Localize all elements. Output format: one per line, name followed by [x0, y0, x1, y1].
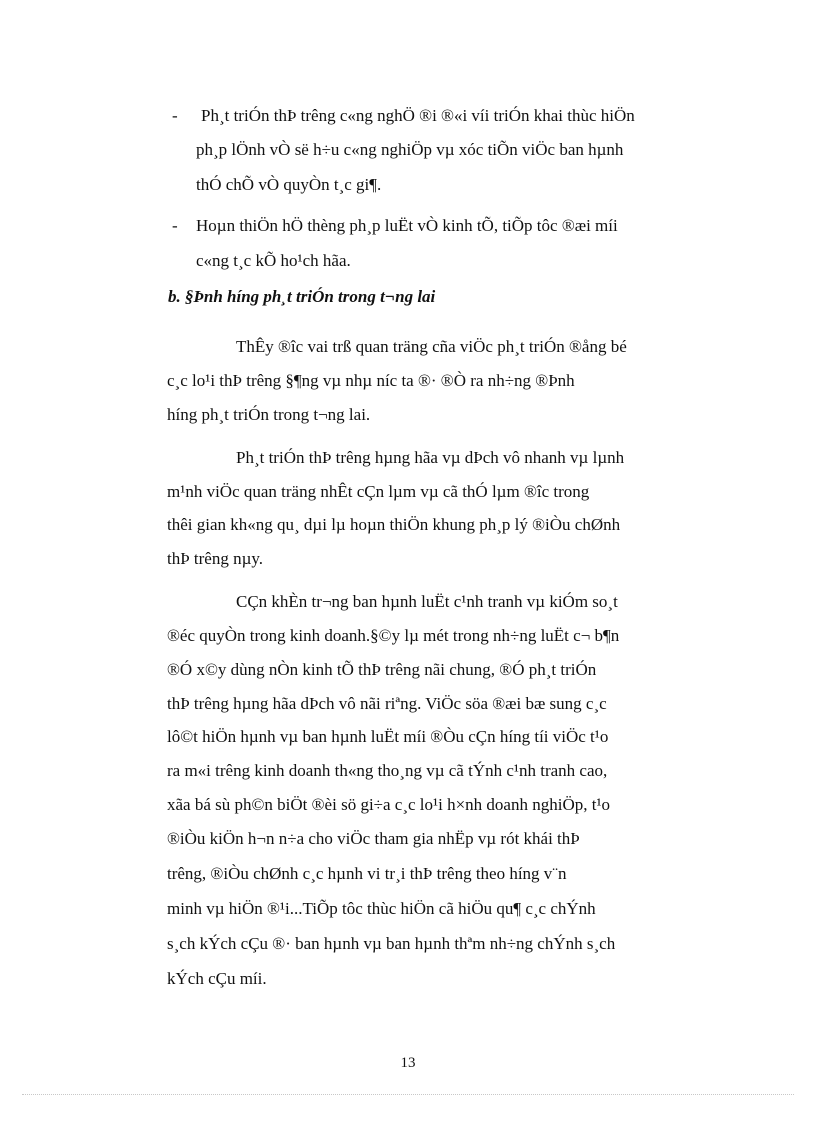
bullet-1-line-1: Ph¸t triÓn thÞ trêng c«ng nghÖ ®i ®«i víi triÓn khai thùc hiÖn [201, 106, 635, 125]
paragraph-1-line-3: híng ph¸t triÓn trong t¬ng lai. [167, 405, 371, 424]
bullet-1-line-3: thÓ chÕ vÒ quyÒn t¸c gi¶. [196, 175, 382, 194]
paragraph-3-line-1: CÇn khÈn tr¬ng ban hµnh luËt c¹nh tranh vµ kiÓm so¸t [236, 592, 618, 611]
paragraph-3-line-12: kÝch cÇu míi. [167, 969, 267, 988]
paragraph-2-line-3: thêi gian kh«ng qu¸ dµi lµ hoµn thiÖn khung ph¸p lý ®iÒu chØnh [167, 515, 621, 534]
section-heading: b. §Þnh híng ph¸t triÓn trong t¬ng lai [168, 287, 436, 306]
bullet-2-line-1: Hoµn thiÖn hÖ thèng ph¸p luËt vÒ kinh tÕ, tiÕp tôc ®æi míi [196, 216, 618, 235]
bullet-1-line-2: ph¸p lÖnh vÒ së h÷u c«ng nghiÖp vµ xóc tiÕn viÖc ban hµnh [196, 140, 624, 159]
paragraph-3-line-11: s¸ch kÝch cÇu ®· ban hµnh vµ ban hµnh thªm nh÷ng chÝnh s¸ch [167, 934, 616, 953]
paragraph-3-line-5: lô©t hiÖn hµnh vµ ban hµnh luËt míi ®Òu cÇn híng tíi viÖc t¹o [167, 727, 609, 746]
page-number: 13 [400, 1055, 416, 1071]
paragraph-2-line-2: m¹nh viÖc quan träng nhÊt cÇn lµm vµ cã thÓ lµm ®îc trong [167, 482, 590, 501]
paragraph-3-line-4: thÞ trêng hµng hãa dÞch vô nãi riªng. ViÖc söa ®æi bæ sung c¸c [167, 694, 607, 713]
paragraph-3-line-7: xãa bá sù ph©n biÖt ®èi sö gi÷a c¸c lo¹i h×nh doanh nghiÖp, t¹o [167, 795, 611, 814]
paragraph-3-line-3: ®Ó x©y dùng nÒn kinh tÕ thÞ trêng nãi chung, ®Ó ph¸t triÓn [167, 660, 597, 679]
paragraph-3-line-10: minh vµ hiÖn ®¹i...TiÕp tôc thùc hiÖn cã hiÖu qu¶ c¸c chÝnh [167, 899, 596, 918]
bullet-marker: - [172, 216, 178, 235]
paragraph-3-line-6: ra m«i trêng kinh doanh th«ng tho¸ng vµ cã tÝnh c¹nh tranh cao, [167, 761, 608, 780]
page-bottom-border [22, 1094, 794, 1095]
bullet-2-line-2: c«ng t¸c kÕ ho¹ch hãa. [196, 251, 351, 270]
paragraph-3-line-2: ®éc quyÒn trong kinh doanh.§©y lµ mét trong nh÷ng luËt c¬ b¶n [167, 626, 620, 645]
paragraph-3-line-9: trêng, ®iÒu chØnh c¸c hµnh vi tr¸i thÞ trêng theo híng v¨n [167, 864, 567, 883]
bullet-marker: - [172, 106, 178, 125]
paragraph-2-line-1: Ph¸t triÓn thÞ trêng hµng hãa vµ dÞch vô nhanh vµ lµnh [236, 448, 625, 467]
paragraph-2-line-4: thÞ trêng nµy. [167, 549, 264, 568]
paragraph-1-line-1: ThÊy ®îc vai trß quan träng cña viÖc ph¸t triÓn ®ång bé [236, 337, 627, 356]
paragraph-1-line-2: c¸c lo¹i thÞ trêng §¶ng vµ nhµ níc ta ®· ®Ò ra nh÷ng ®Þnh [167, 371, 575, 390]
paragraph-3-line-8: ®iÒu kiÖn h¬n n÷a cho viÖc tham gia nhËp vµ rót khái thÞ [167, 829, 580, 848]
